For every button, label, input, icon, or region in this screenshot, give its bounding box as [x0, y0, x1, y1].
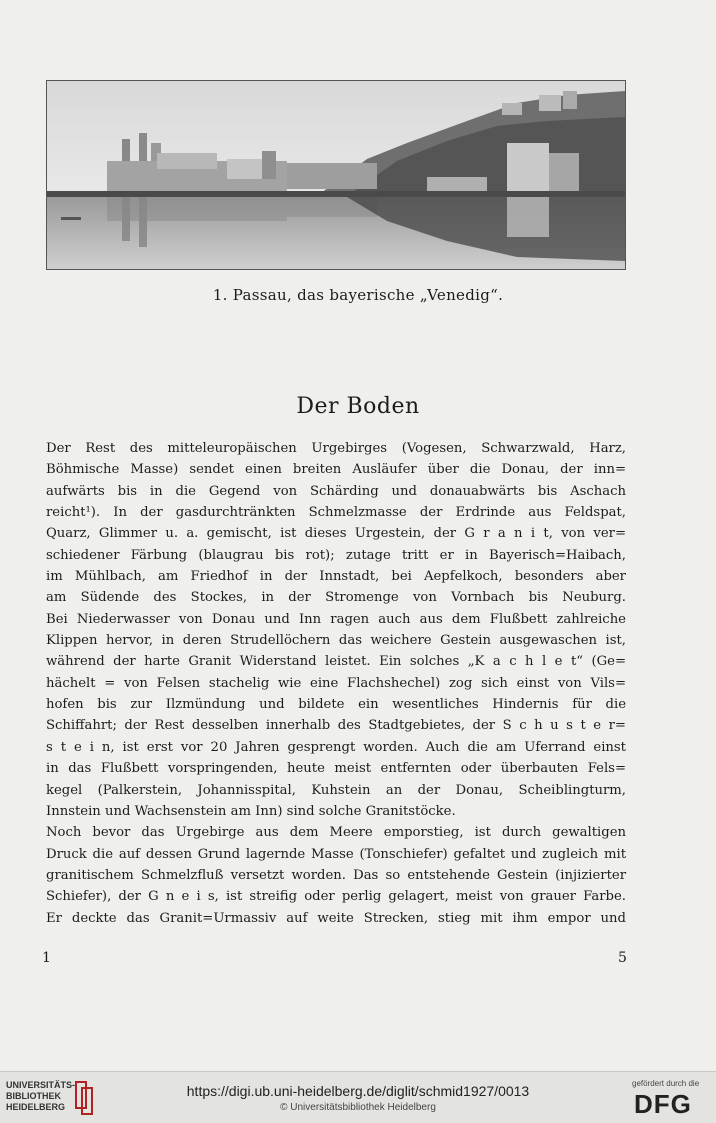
library-logo-line: HEIDELBERG	[6, 1102, 66, 1112]
text-line: im Mühlbach, am Friedhof in der Innstadt, bei Aepfelkoch, besonders aber	[46, 569, 626, 585]
text-line: Quarz, Glimmer u. a. gemischt, ist dieses Urgestein, der G r a n i t, von ver=	[46, 526, 626, 542]
passau-photograph	[46, 80, 626, 270]
text-line: Er deckte das Granit=Urmassiv auf weite Strecken, stieg mit ihm empor und	[46, 910, 626, 926]
text-line: reicht¹). In der gasdurchtränkten Schmelzmasse der Erdrinde aus Feldspat,	[46, 505, 626, 521]
text-line: s t e i n, ist erst vor 20 Jahren gesprengt worden. Auch die am Uferrand einst	[46, 739, 626, 755]
text-line: Bei Niederwasser von Donau und Inn ragen auch aus dem Flußbett zahlreiche	[46, 611, 626, 627]
viewer-footer	[0, 1071, 716, 1123]
text-line: kegel (Palkerstein, Johannisspital, Kuhstein an der Donau, Scheiblingturm,	[46, 782, 626, 798]
text-line: Schiffahrt; der Rest desselben innerhalb des Stadtgebietes, der S c h u s t e r=	[46, 718, 626, 734]
text-line: Schiefer), der G n e i s, ist streifig oder perlig gelagert, meist von grauer Farbe.	[46, 889, 626, 905]
signature-mark: 1	[42, 950, 51, 966]
figure-caption: 1. Passau, das bayerische „Venedig“.	[212, 286, 504, 304]
text-line: Druck die auf dessen Grund lagernde Masse (Tonschiefer) gefaltet und zugleich mit	[46, 846, 626, 862]
text-line: Innstein und Wachsenstein am Inn) sind solche Granitstöcke.	[46, 803, 456, 819]
library-logo-line: UNIVERSITÄTS-	[6, 1080, 76, 1090]
body-text	[46, 438, 626, 929]
text-line: am Südende des Stockes, in der Stromenge von Vornbach bis Neuburg.	[46, 590, 626, 606]
page-number: 5	[618, 950, 627, 966]
text-line: granitischem Schmelzfluß versetzt worden. Das so entstehende Gestein (injizierter	[46, 867, 626, 883]
passau-photo-illustration	[47, 81, 625, 269]
funding-note: gefördert durch die	[632, 1079, 700, 1088]
text-line: hofen bis zur Ilzmündung und bildete ein wesentliches Hindernis für die	[46, 697, 626, 713]
text-line: Böhmische Masse) sendet einen breiten Ausläufer über die Donau, der inn=	[46, 462, 626, 478]
text-line: hächelt = von Felsen stachelig wie eine Flachshechel) zog sich einst von Vils=	[46, 675, 626, 691]
text-line: schiedener Färbung (blaugrau bis rot); zutage tritt er in Bayerisch=Haibach,	[46, 547, 626, 563]
text-line: während der harte Granit Widerstand leistet. Ein solches „K a c h l e t“ (Ge=	[46, 654, 626, 670]
copyright-notice: © Universitätsbibliothek Heidelberg	[280, 1102, 436, 1113]
text-line: aufwärts bis in die Gegend von Schärding und donauabwärts bis Aschach	[46, 483, 626, 499]
library-logo-line: BIBLIOTHEK	[6, 1091, 61, 1101]
section-heading: Der Boden	[296, 394, 420, 419]
text-line: Der Rest des mitteleuropäischen Urgebirges (Vogesen, Schwarzwald, Harz,	[46, 441, 626, 456]
text-line: Klippen hervor, in deren Strudellöchern das weichere Gestein ausgewaschen ist,	[46, 633, 626, 649]
permalink-url[interactable]: https://digi.ub.uni-heidelberg.de/diglit/schmid1927/0013	[186, 1083, 530, 1099]
dfg-logo: DFG	[634, 1089, 692, 1119]
text-line: Noch bevor das Urgebirge aus dem Meere emporstieg, ist durch gewaltigen	[46, 825, 626, 841]
text-line: in das Flußbett vorspringenden, heute meist entfernten oder überbauten Fels=	[46, 761, 626, 777]
